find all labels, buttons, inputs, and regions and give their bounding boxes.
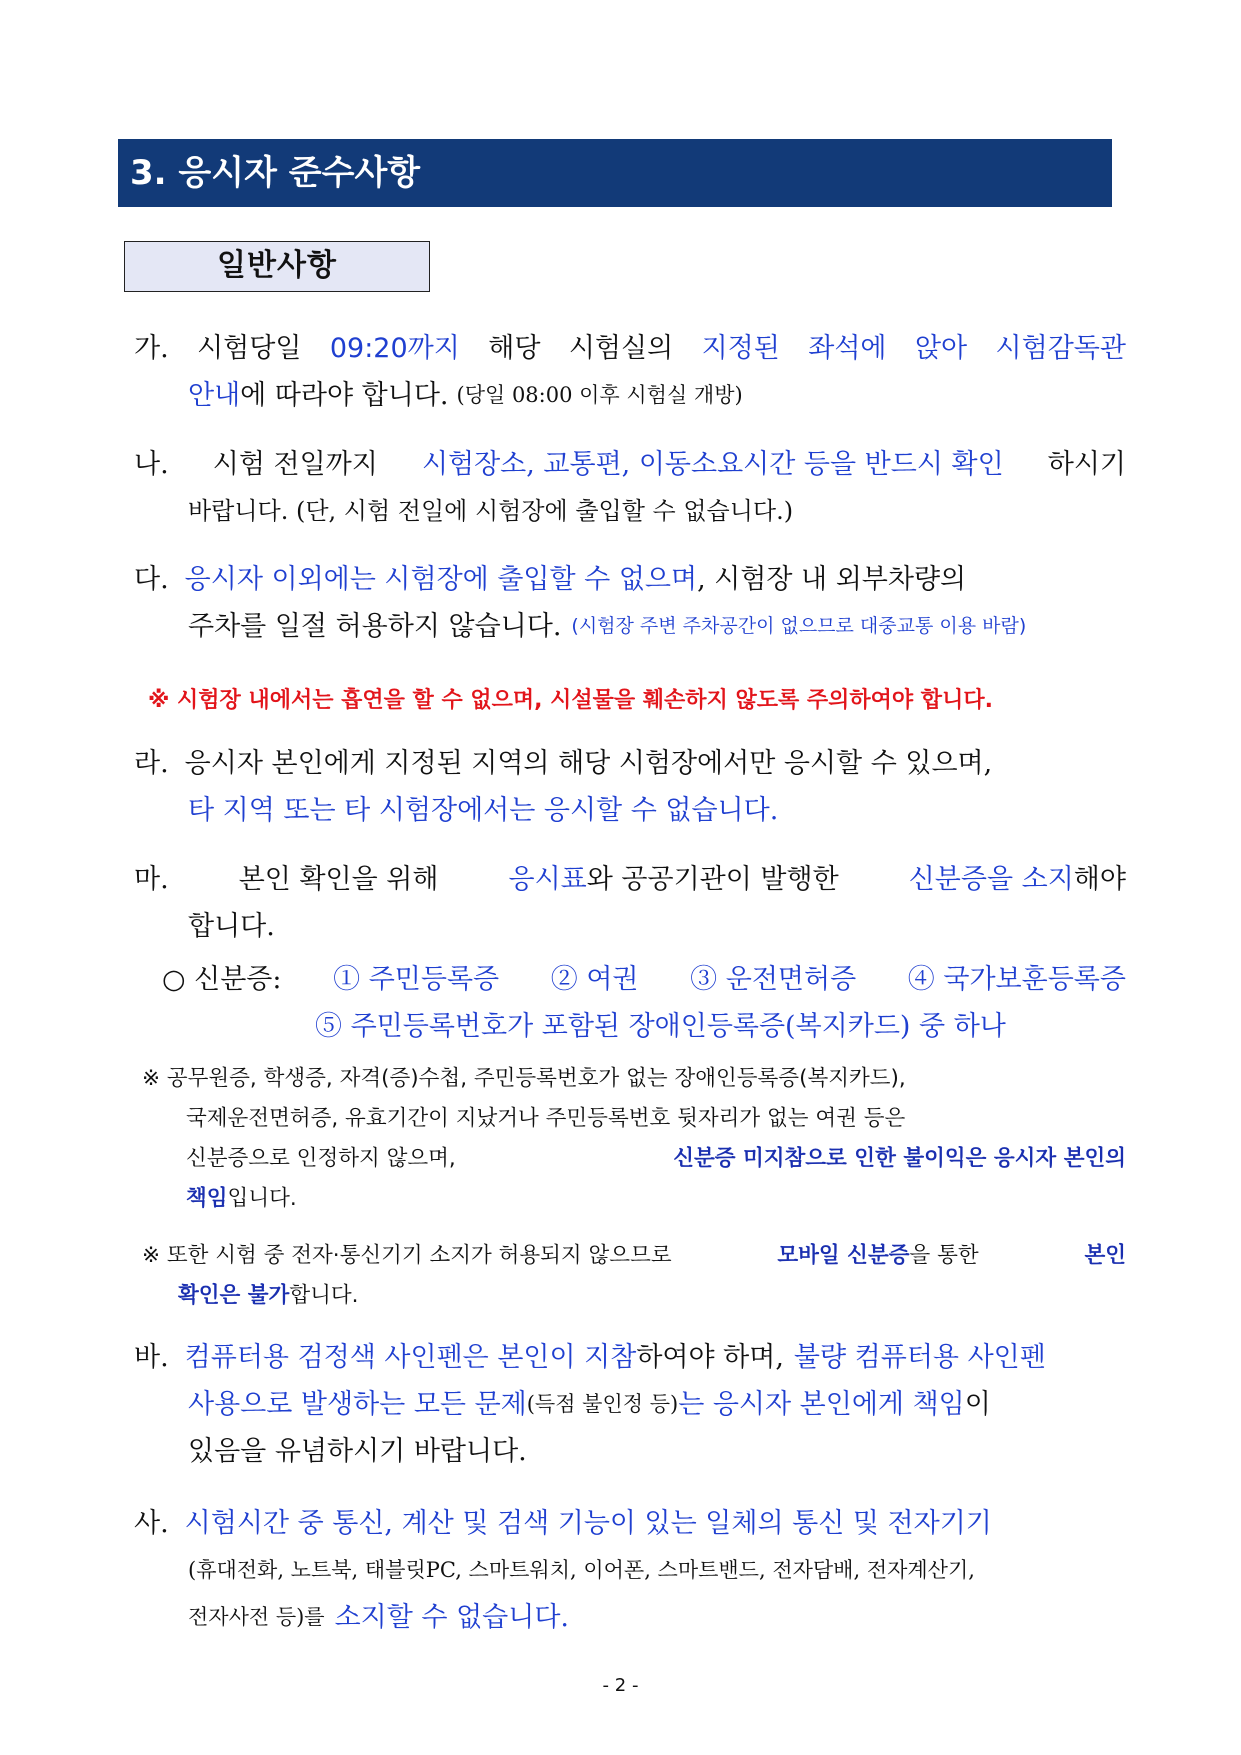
item-ga-line1 (134, 325, 1126, 372)
id-list-line1 (162, 956, 1126, 1003)
note-mobile-id (142, 1236, 1126, 1316)
note-line (142, 1276, 1126, 1316)
emphasis-text: 컴퓨터용 검정색 사인펜은 본인이 지참 (184, 1342, 637, 1373)
item-ga (134, 325, 1126, 419)
emphasis-text: 사용으로 발생하는 모든 문제 (188, 1389, 527, 1420)
body-text: 전자사전 등)를 (188, 1605, 325, 1629)
item-ma-line1 (134, 856, 1126, 903)
item-sa-line2 (134, 1547, 1126, 1594)
item-ma (134, 856, 1126, 950)
id-list (162, 956, 1126, 1050)
body-text: 을 통한 (909, 1243, 979, 1268)
word: 시험감독관 (995, 333, 1126, 364)
emphasis-text: 응시표 (508, 864, 587, 895)
note-invalid-id (142, 1059, 1126, 1219)
id-option: ⑤ 주민등록번호가 포함된 장애인등록증(복지카드) 중 하나 (315, 1011, 1006, 1042)
item-na (134, 441, 1126, 535)
body-text: 와 공공기관이 발행한 (586, 864, 839, 895)
emphasis-text: 타 지역 또는 타 시험장에서는 응시할 수 없습니다. (188, 795, 779, 826)
subheading-label: 일반사항 (217, 248, 337, 283)
item-da (134, 556, 1126, 650)
id-option: ④ 국가보훈등록증 (907, 964, 1126, 995)
word: 시험실의 (568, 333, 674, 364)
emphasis-text: 불량 컴퓨터용 사인펜 (793, 1342, 1046, 1373)
body-text: 합니다. (289, 1283, 359, 1308)
body-text: 국제운전면허증, 유효기간이 지났거나 주민등록번호 뒷자리가 없는 여권 등은 (186, 1106, 906, 1131)
item-da-line2 (134, 603, 1126, 650)
item-ra-line2 (134, 787, 1126, 834)
item-ba (134, 1334, 1126, 1475)
section-header (118, 139, 1112, 207)
parenthetical-text: (당일 08:00 이후 시험실 개방) (456, 383, 743, 407)
item-marker: 라. (134, 748, 169, 779)
item-sa-line3 (134, 1594, 1126, 1641)
body-text: 시험 전일까지 (212, 449, 378, 480)
page-number: - 2 - (602, 1675, 639, 1696)
parenthetical-text: (시험장 주변 주차공간이 없으므로 대중교통 이용 바람) (571, 615, 1027, 637)
item-ba-line1 (134, 1334, 1126, 1381)
body-text: 있음을 유념하시기 바랍니다. (188, 1436, 527, 1467)
item-da-line1 (134, 556, 1126, 603)
item-sa (134, 1500, 1126, 1641)
emphasis-text: 확인은 불가 (178, 1283, 290, 1308)
emphasis-text: 시험장소, 교통편, 이동소요시간 등을 반드시 확인 (421, 449, 1004, 480)
body-text: 응시자 본인에게 지정된 지역의 해당 시험장에서만 응시할 수 있으며, (184, 748, 993, 779)
body-text: 해야 (1073, 864, 1126, 895)
word: 좌석에 (808, 333, 887, 364)
item-ga-line2 (134, 372, 1126, 419)
emphasis-text: 소지할 수 없습니다. (334, 1602, 569, 1633)
word: 지정된 (701, 333, 780, 364)
item-marker: 바. (134, 1342, 169, 1373)
id-label: ○ 신분증: (162, 964, 282, 995)
note-line (142, 1099, 1126, 1139)
body-text: 바랍니다. (단, 시험 전일에 시험장에 출입할 수 없습니다.) (188, 497, 794, 525)
note-line (142, 1059, 1126, 1099)
item-marker: 가. (134, 333, 169, 364)
item-ra (134, 740, 1126, 834)
item-ma-line2 (134, 903, 1126, 950)
emphasis-text: 신분증 미지참으로 인한 불이익은 응시자 본인의 (673, 1146, 1126, 1171)
id-option: ② 여권 (550, 964, 639, 995)
item-na-line2 (134, 488, 1126, 535)
word: 09:20까지 (329, 333, 460, 364)
item-sa-line1 (134, 1500, 1126, 1547)
note-line (142, 1236, 1126, 1276)
emphasis-text: 응시자 이외에는 시험장에 출입할 수 없으며 (184, 564, 698, 595)
id-list-line2 (162, 1003, 1126, 1050)
emphasis-text: 안내 (188, 380, 241, 411)
smoking-warning: ※ 시험장 내에서는 흡연을 할 수 없으며, 시설물을 훼손하지 않도록 주의하여야 합니다. (148, 688, 993, 713)
emphasis-text: 모바일 신분증 (777, 1243, 910, 1268)
emphasis-text: 는 응시자 본인에게 책임 (678, 1389, 965, 1420)
parenthetical-text: (득점 불인정 등) (526, 1392, 679, 1416)
parenthetical-text: (휴대전화, 노트북, 태블릿PC, 스마트워치, 이어폰, 스마트밴드, 전자담배, 전자계산기, (188, 1558, 975, 1582)
emphasis-text: 신분증을 소지 (908, 864, 1074, 895)
item-ba-line2 (134, 1381, 1126, 1428)
body-text: 하시기 (1047, 449, 1126, 480)
word: 시험당일 (197, 333, 302, 364)
section-title: 3. 응시자 준수사항 (130, 153, 421, 193)
body-text: 주차를 일절 허용하지 않습니다. (188, 611, 562, 642)
subheading-box (124, 241, 430, 292)
item-na-line1 (134, 441, 1126, 488)
body-text: 이 (964, 1389, 991, 1420)
body-text: 입니다. (227, 1186, 297, 1211)
id-option: ③ 운전면허증 (690, 964, 857, 995)
body-text: , 시험장 내 외부차량의 (697, 564, 967, 595)
body-text: 본인 확인을 위해 (238, 864, 439, 895)
note-line (142, 1179, 1126, 1219)
note-line (142, 1139, 1126, 1179)
body-text: 에 따라야 합니다. (240, 380, 449, 411)
body-text: ※ 공무원증, 학생증, 자격(증)수첩, 주민등록번호가 없는 장애인등록증(복지카드), (142, 1066, 906, 1091)
body-text: 신분증으로 인정하지 않으며, (186, 1146, 456, 1171)
word: 앉아 (914, 333, 968, 364)
item-marker: 마. (134, 864, 169, 895)
body-text: ※ 또한 시험 중 전자·통신기기 소지가 허용되지 않으므로 (142, 1243, 672, 1268)
item-marker: 다. (134, 564, 169, 595)
item-ba-line3 (134, 1428, 1126, 1475)
item-marker: 나. (134, 449, 169, 480)
emphasis-text: 책임 (186, 1186, 228, 1211)
body-text: 합니다. (188, 911, 275, 942)
item-marker: 사. (134, 1508, 169, 1539)
id-option: ① 주민등록증 (333, 964, 500, 995)
emphasis-text: 본인 (1084, 1243, 1126, 1268)
word: 해당 (488, 333, 541, 364)
item-ra-line1 (134, 740, 1126, 787)
body-text: 하여야 하며, (636, 1342, 784, 1373)
emphasis-text: 시험시간 중 통신, 계산 및 검색 기능이 있는 일체의 통신 및 전자기기 (184, 1508, 992, 1539)
